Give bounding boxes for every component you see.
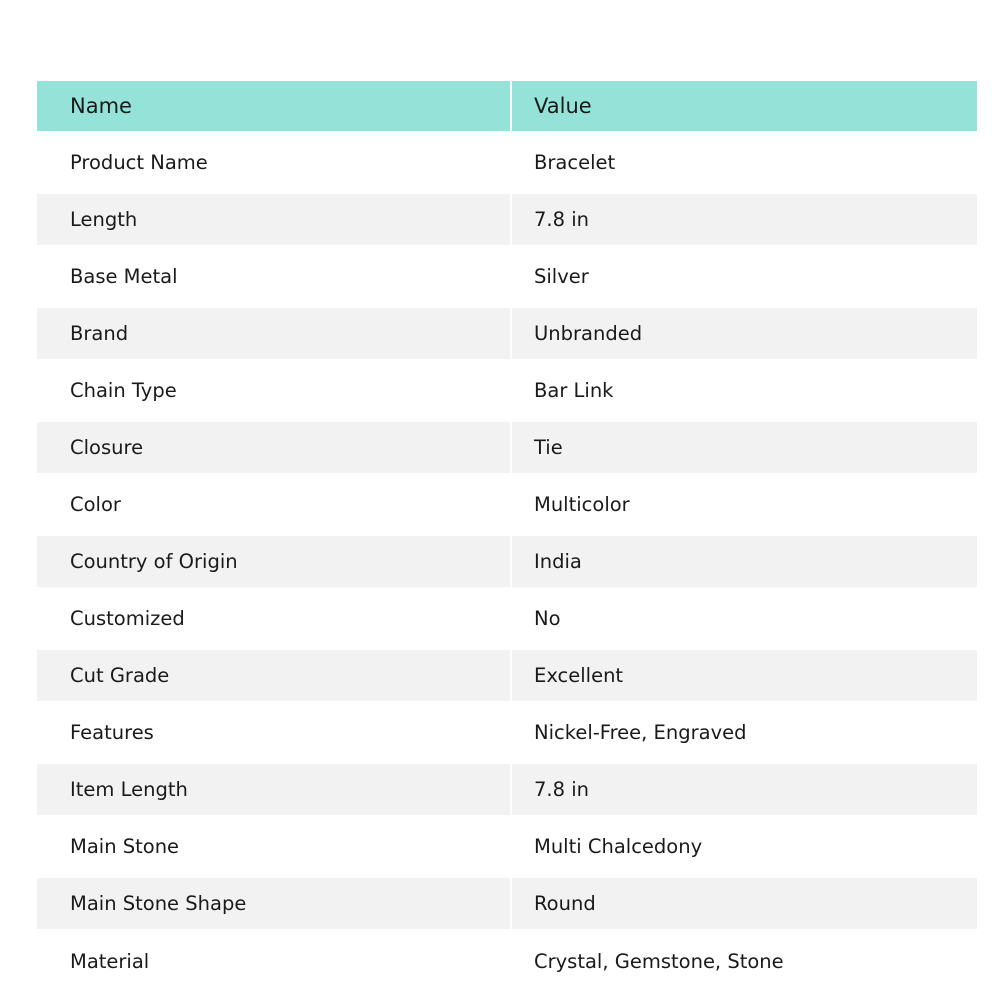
- table-row: [37, 704, 977, 761]
- row-name-cell: Item Length: [37, 761, 511, 818]
- table-row: [37, 191, 977, 248]
- row-value-cell: Crystal, Gemstone, Stone: [511, 932, 977, 989]
- row-name-cell: Material: [37, 932, 511, 989]
- table-header-row: [37, 81, 977, 134]
- row-value-cell: Excellent: [511, 647, 977, 704]
- row-name-cell: Main Stone Shape: [37, 875, 511, 932]
- row-name-cell: Closure: [37, 419, 511, 476]
- row-name-cell: Main Stone: [37, 818, 511, 875]
- table-row: [37, 647, 977, 704]
- row-name-cell: Base Metal: [37, 248, 511, 305]
- table-row: [37, 932, 977, 989]
- row-value-cell: Tie: [511, 419, 977, 476]
- table-header: [37, 81, 977, 134]
- row-name-cell: Length: [37, 191, 511, 248]
- spec-table-container: [37, 81, 977, 989]
- row-value-cell: Multi Chalcedony: [511, 818, 977, 875]
- table-row: [37, 761, 977, 818]
- column-header-value: Value: [511, 81, 977, 134]
- row-value-cell: Silver: [511, 248, 977, 305]
- row-value-cell: No: [511, 590, 977, 647]
- spec-table: [37, 81, 977, 989]
- row-value-cell: Nickel-Free, Engraved: [511, 704, 977, 761]
- row-name-cell: Country of Origin: [37, 533, 511, 590]
- table-row: [37, 476, 977, 533]
- table-row: [37, 875, 977, 932]
- row-name-cell: Brand: [37, 305, 511, 362]
- column-header-name: Name: [37, 81, 511, 134]
- row-value-cell: Multicolor: [511, 476, 977, 533]
- row-value-cell: Bracelet: [511, 134, 977, 191]
- row-name-cell: Chain Type: [37, 362, 511, 419]
- row-value-cell: Unbranded: [511, 305, 977, 362]
- row-value-cell: Bar Link: [511, 362, 977, 419]
- row-value-cell: 7.8 in: [511, 761, 977, 818]
- row-value-cell: India: [511, 533, 977, 590]
- row-value-cell: Round: [511, 875, 977, 932]
- row-value-cell: 7.8 in: [511, 191, 977, 248]
- row-name-cell: Cut Grade: [37, 647, 511, 704]
- table-row: [37, 134, 977, 191]
- table-row: [37, 590, 977, 647]
- table-row: [37, 362, 977, 419]
- table-row: [37, 248, 977, 305]
- row-name-cell: Color: [37, 476, 511, 533]
- table-row: [37, 818, 977, 875]
- table-row: [37, 419, 977, 476]
- row-name-cell: Features: [37, 704, 511, 761]
- row-name-cell: Product Name: [37, 134, 511, 191]
- row-name-cell: Customized: [37, 590, 511, 647]
- table-row: [37, 305, 977, 362]
- table-body: [37, 134, 977, 989]
- table-row: [37, 533, 977, 590]
